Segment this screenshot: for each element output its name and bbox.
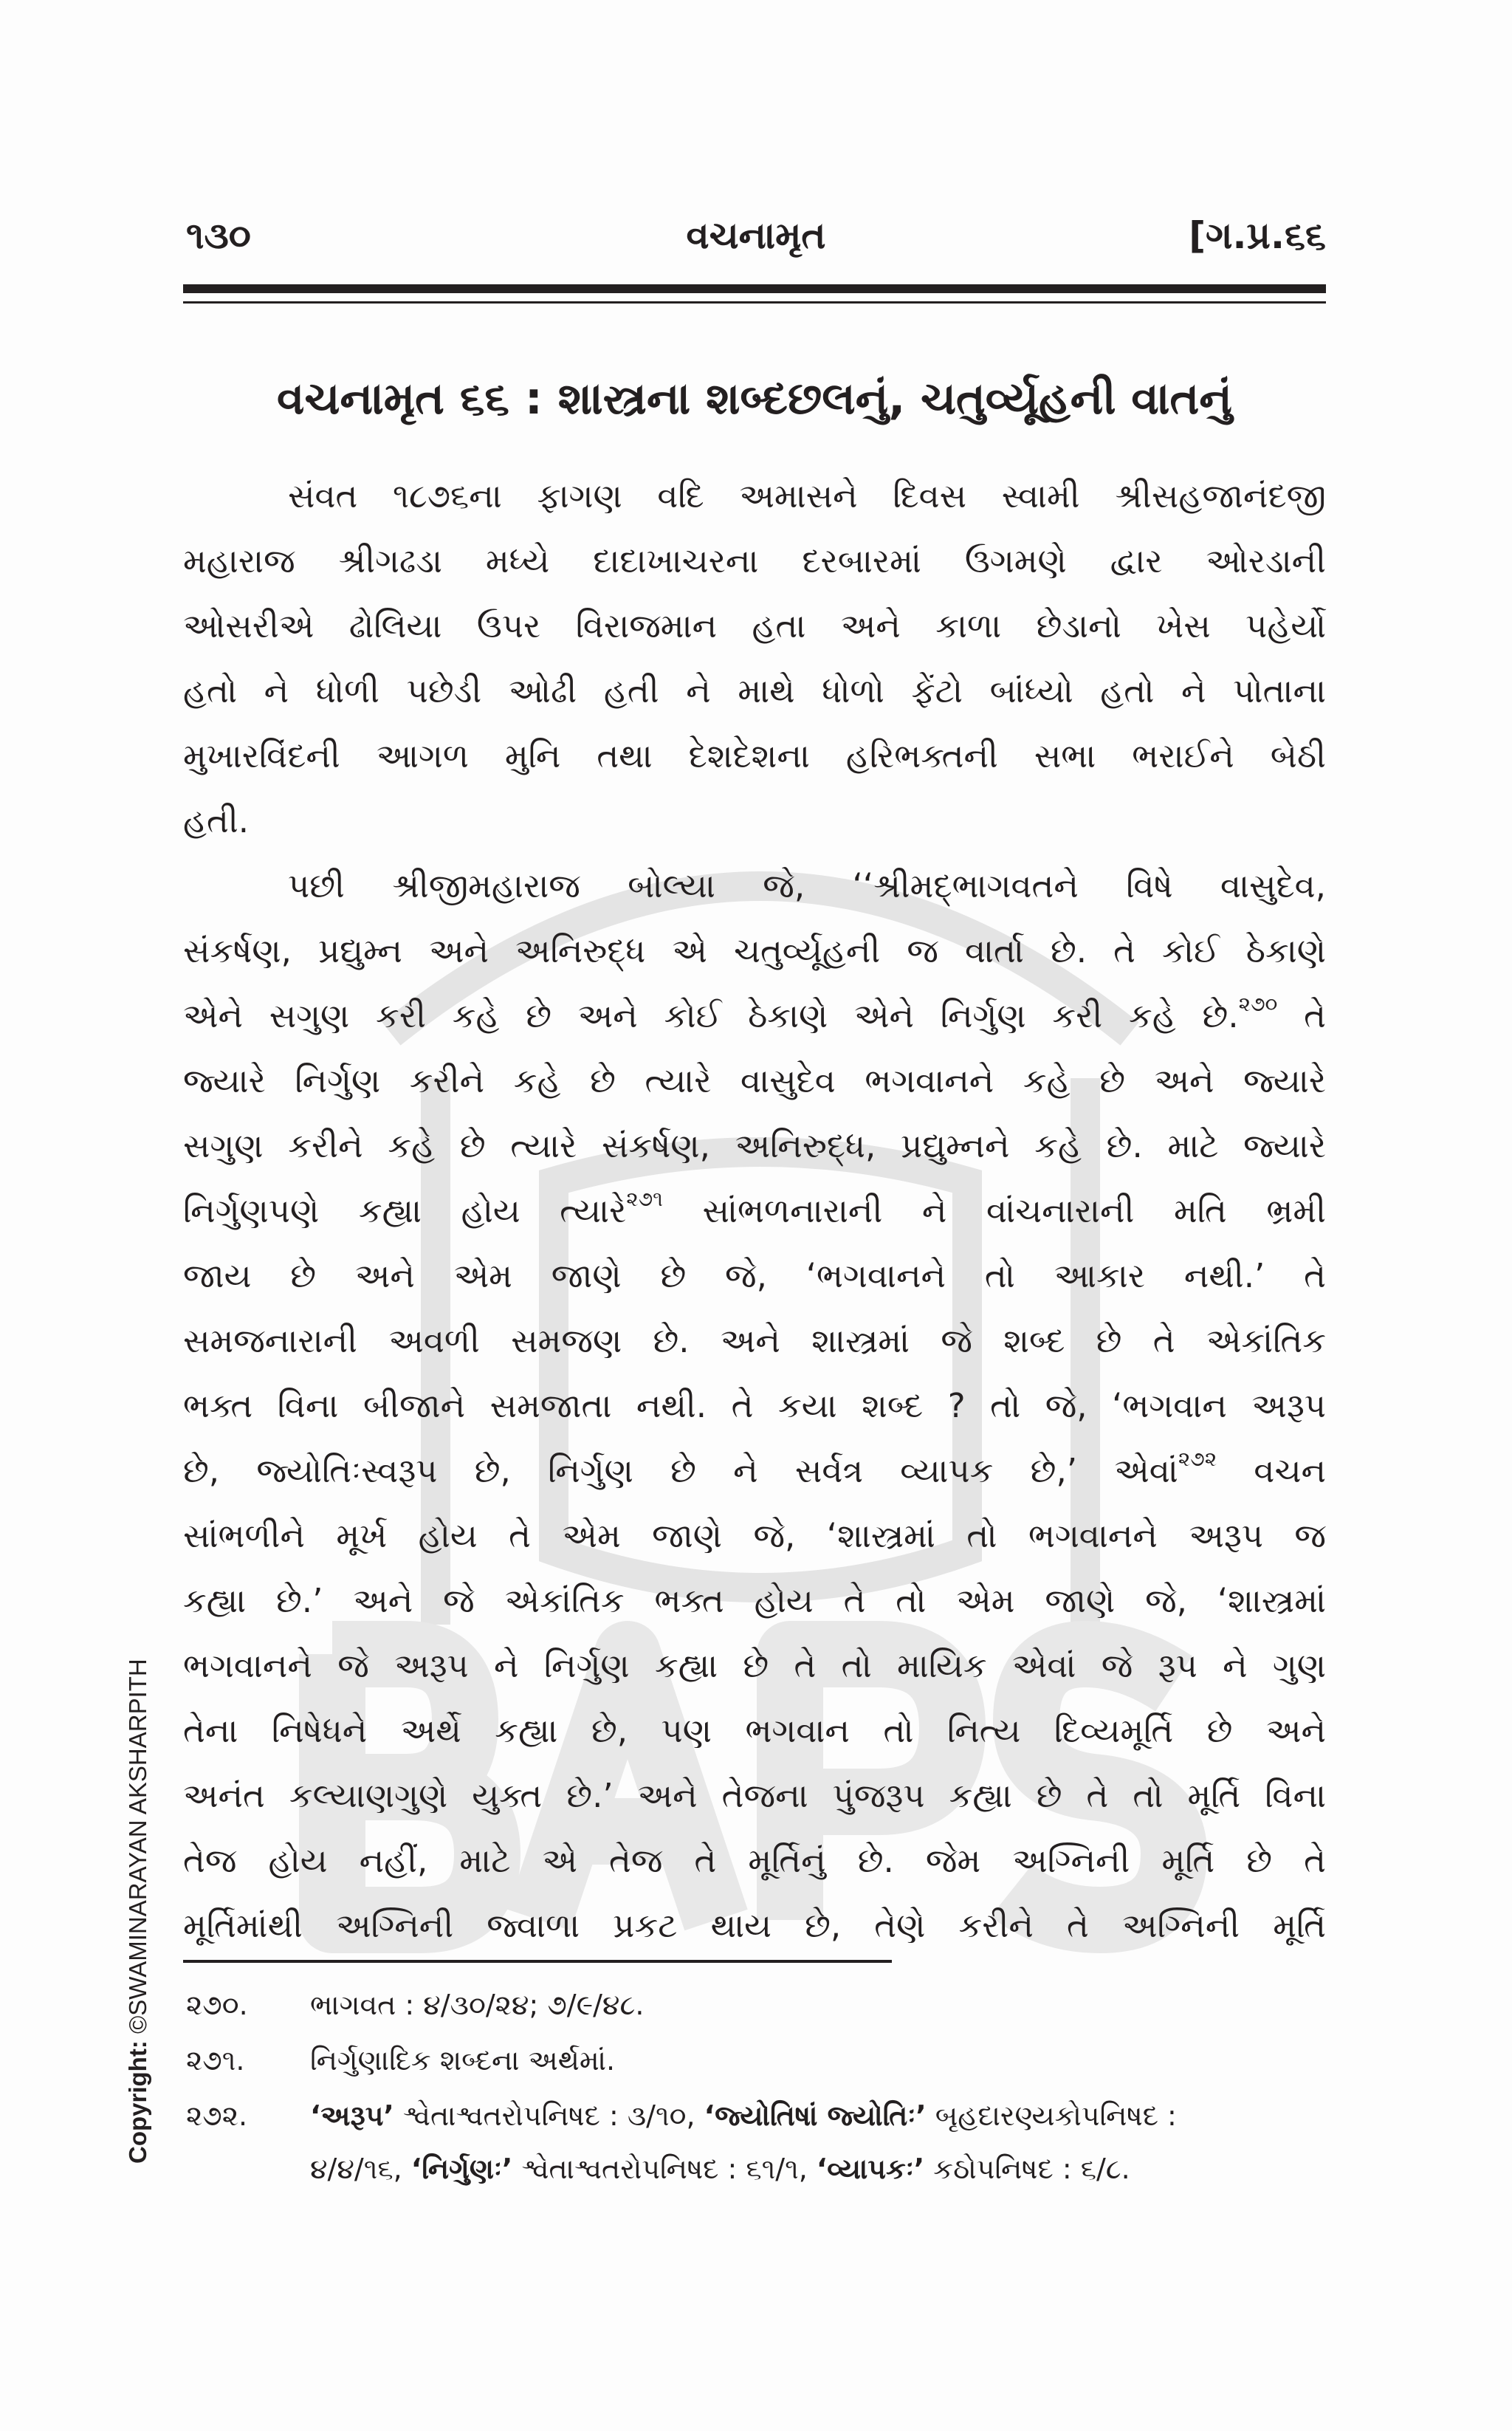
text-run: કઠોપનિષદ : ૬/૮. xyxy=(924,2153,1130,2185)
text-run: બૃહદારણ્યકોપનિષદ : xyxy=(926,2099,1177,2132)
text-run: ઓસરીએ ઢોલિયા ઉપર વિરાજમાન હતા અને કાળા છેડાનો ખેસ પહેર્યો xyxy=(183,606,1326,645)
text-run: નિર્ગુણાદિક શબ્દના અર્થમાં. xyxy=(310,2044,616,2077)
copyright-notice xyxy=(124,1659,152,2164)
body-line xyxy=(183,919,1326,984)
text-run: તેના નિષેધને અર્થે કહ્યા છે, પણ ભગવાન તો નિત્ય દિવ્યમૂર્તિ છે અને xyxy=(183,1711,1326,1750)
body-line xyxy=(288,854,1326,919)
body-line xyxy=(183,529,1326,594)
footnote-text xyxy=(310,1986,644,2023)
body-line xyxy=(183,1763,1326,1828)
body-line xyxy=(183,1049,1326,1114)
footnote-text xyxy=(310,2150,1130,2187)
footnote-rule xyxy=(183,1960,892,1963)
footnote-reference: ૨૭૦ xyxy=(1238,992,1278,1016)
header-rule-thick xyxy=(183,284,1326,293)
text-run: શ્વેતાશ્વતરોપનિષદ : ૬૧/૧, xyxy=(512,2153,817,2185)
body-line xyxy=(183,594,1326,659)
footnote-number: ૨૭૨. xyxy=(186,2099,248,2132)
text-run: સંકર્ષણ, પ્રદ્યુમ્ન અને અનિરુદ્ધ એ ચતુર્વ્યૂહની જ વાર્તા છે. તે કોઈ ઠેકાણે xyxy=(183,931,1326,970)
page-number: ૧૩૦ xyxy=(186,214,251,257)
text-run: ભક્ત વિના બીજાને સમજાતા નથી. તે કયા શબ્દ ? તો જે, ‘ભગવાન અરૂપ xyxy=(183,1386,1326,1425)
text-run: સમજનારાની અવળી સમજણ છે. અને શાસ્ત્રમાં જે શબ્દ છે તે એકાંતિક xyxy=(183,1321,1326,1360)
body-line xyxy=(183,1309,1326,1374)
text-run: સાંભળનારાની ને વાંચનારાની મતિ ભ્રમી xyxy=(662,1191,1326,1230)
text-run: તેજ હોય નહીં, માટે એ તેજ તે મૂર્તિનું છે. જેમ અગ્નિની મૂર્તિ છે તે xyxy=(183,1841,1326,1880)
body-line xyxy=(183,984,1326,1049)
footnote-number: ૨૭૧. xyxy=(186,2044,245,2077)
body-line xyxy=(183,1244,1326,1309)
cited-term: ‘નિર્ગુણઃ’ xyxy=(410,2153,513,2185)
text-run: હતી. xyxy=(183,801,250,840)
copyright-label: Copyright: xyxy=(124,2040,151,2164)
body-line xyxy=(183,1179,1326,1244)
text-run: ભાગવત : ૪/૩૦/૨૪; ૭/૯/૪૮. xyxy=(310,1989,645,2021)
body-line xyxy=(288,464,1326,529)
text-run: હતો ને ધોળી પછેડી ઓઢી હતી ને માથે ધોળો ફેંટો બાંધ્યો હતો ને પોતાના xyxy=(183,671,1326,710)
text-run: જાય છે અને એમ જાણે છે જે, ‘ભગવાનને તો આકાર નથી.’ તે xyxy=(183,1256,1326,1295)
footnote-text xyxy=(310,2042,615,2079)
text-run: પછી શ્રીજીમહારાજ બોલ્યા જે, ‘‘શ્રીમદ્‌ભાગવતને વિષે વાસુદેવ, xyxy=(288,866,1326,905)
header-rule-thin xyxy=(183,301,1326,304)
body-line xyxy=(183,1698,1326,1763)
body-line xyxy=(183,1893,1326,1958)
copyright-owner: ©SWAMINARAYAN AKSHARPITH xyxy=(124,1659,151,2034)
body-line xyxy=(183,1503,1326,1568)
text-run: સંવત ૧૮૭૬ના ફાગણ વદિ અમાસને દિવસ સ્વામી શ્રીસહજાનંદજી xyxy=(288,476,1326,515)
text-run: સગુણ કરીને કહે છે ત્યારે સંકર્ષણ, અનિરુદ્ધ, પ્રદ્યુમ્નને કહે છે. માટે જ્યારે xyxy=(183,1126,1326,1165)
footnote-number: ૨૭૦. xyxy=(186,1989,248,2021)
text-run: શ્વેતાશ્વતરોપનિષદ : ૩/૧૦, xyxy=(394,2099,704,2132)
text-run: સાંભળીને મૂર્ખ હોય તે એમ જાણે જે, ‘શાસ્ત્રમાં તો ભગવાનને અરૂપ જ xyxy=(183,1516,1326,1555)
text-run: ૪/૪/૧૬, xyxy=(310,2153,411,2185)
body-line xyxy=(183,789,1326,854)
cited-term: ‘જ્યોતિષાં જ્યોતિઃ’ xyxy=(704,2099,927,2132)
text-run: ભગવાનને જે અરૂપ ને નિર્ગુણ કહ્યા છે તે તો માયિક એવાં જે રૂપ ને ગુણ xyxy=(183,1646,1326,1685)
text-run: મૂર્તિમાંથી અગ્નિની જ્વાળા પ્રકટ થાય છે, તેણે કરીને તે અગ્નિની મૂર્તિ xyxy=(183,1906,1326,1945)
text-run: મહારાજ શ્રીગઢડા મધ્યે દાદાખાચરના દરબારમાં ઉગમણે દ્વાર ઓરડાની xyxy=(183,541,1326,580)
body-line xyxy=(183,724,1326,789)
cited-term: ‘વ્યાપકઃ’ xyxy=(816,2153,925,2185)
text-run: નિર્ગુણપણે કહ્યા હોય ત્યારે xyxy=(183,1191,627,1230)
body-line xyxy=(183,659,1326,724)
text-run: વચન xyxy=(1217,1451,1326,1490)
footnote-reference: ૨૭૨ xyxy=(1178,1447,1217,1471)
text-run: જ્યારે નિર્ગુણ કરીને કહે છે ત્યારે વાસુદેવ ભગવાનને કહે છે અને જ્યારે xyxy=(183,1061,1326,1100)
cited-term: ‘અરૂપ’ xyxy=(310,2099,394,2132)
text-run: છે, જ્યોતિઃસ્વરૂપ છે, નિર્ગુણ છે ને સર્વત્ર વ્યાપક છે,’ એવાં xyxy=(183,1451,1178,1490)
body-line xyxy=(183,1633,1326,1698)
text-run: કહ્યા છે.’ અને જે એકાંતિક ભક્ત હોય તે તો એમ જાણે જે, ‘શાસ્ત્રમાં xyxy=(183,1581,1326,1620)
text-run: એને સગુણ કરી કહે છે અને કોઈ ઠેકાણે એને નિર્ગુણ કરી કહે છે. xyxy=(183,996,1239,1035)
body-line xyxy=(183,1568,1326,1633)
running-title: વચનામૃત xyxy=(686,214,826,257)
body-line xyxy=(183,1828,1326,1893)
text-run: મુખારવિંદની આગળ મુનિ તથા દેશદેશના હરિભક્તની સભા ભરાઈને બેઠી xyxy=(183,736,1326,775)
footnote-reference: ૨૭૧ xyxy=(626,1187,663,1211)
body-line xyxy=(183,1374,1326,1439)
text-run: અનંત કલ્યાણગુણે યુક્ત છે.’ અને તેજના પુંજરૂપ કહ્યા છે તે તો મૂર્તિ વિના xyxy=(183,1776,1326,1815)
text-run: તે xyxy=(1277,996,1326,1035)
footnote-text xyxy=(310,2097,1177,2134)
section-reference: [ગ.પ્ર.૬૬ xyxy=(1189,214,1326,257)
body-line xyxy=(183,1439,1326,1503)
chapter-title: વચનામૃત ૬૬ : શાસ્ત્રના શબ્દછલનું, ચતુર્વ્યૂહની વાતનું xyxy=(277,373,1232,425)
body-line xyxy=(183,1114,1326,1179)
